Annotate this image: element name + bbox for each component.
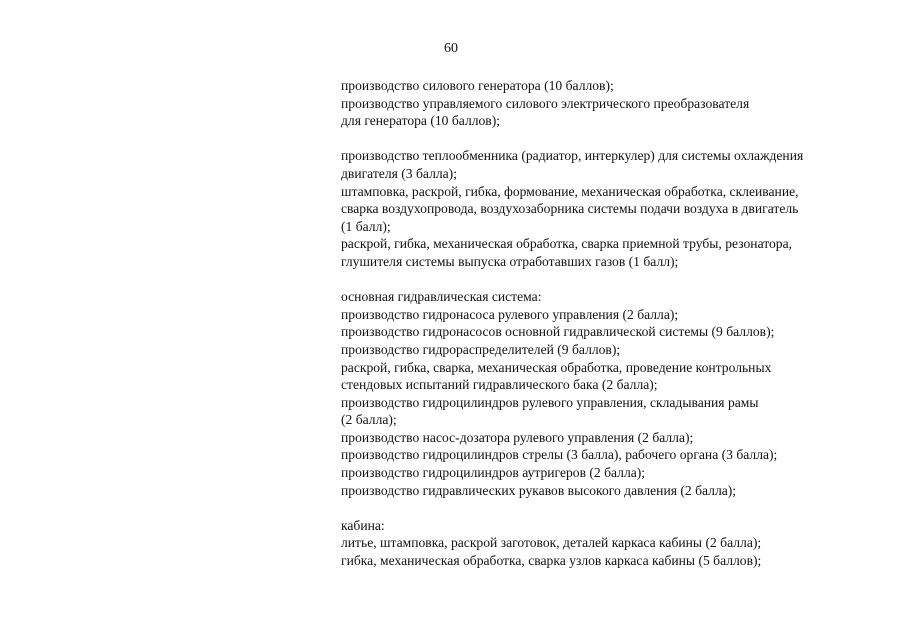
text-line: производство гидронасосов основной гидравлической системы (9 баллов);: [341, 324, 775, 340]
text-line: (1 балл);: [341, 218, 391, 234]
text-line: стендовых испытаний гидравлического бака (2 балла);: [341, 377, 658, 393]
text-line: (2 балла);: [341, 412, 397, 428]
page-number: 60: [444, 41, 458, 56]
section-heading-hydraulics: основная гидравлическая система:: [341, 289, 542, 305]
section-heading-cabin: кабина:: [341, 517, 385, 533]
text-line: производство гидравлических рукавов высокого давления (2 балла);: [341, 482, 737, 498]
text-line: штамповка, раскрой, гибка, формование, механическая обработка, склеивание,: [341, 183, 799, 199]
text-line: производство гидроцилиндров аутригеров (2 балла);: [341, 465, 646, 481]
paragraph-cabin: [341, 517, 881, 570]
paragraph-generator: [341, 77, 881, 130]
paragraph-hydraulic-system: [341, 288, 881, 499]
text-line: производство гидронасоса рулевого управления (2 балла);: [341, 306, 679, 322]
text-line: раскрой, гибка, сварка, механическая обработка, проведение контрольных: [341, 359, 772, 375]
text-line: производство гидроцилиндров рулевого управления, складывания рамы: [341, 394, 759, 410]
text-line: производство управляемого силового электрического преобразователя: [341, 95, 750, 111]
text-line: производство гидроцилиндров стрелы (3 балла), рабочего органа (3 балла);: [341, 447, 778, 463]
text-line: глушителя системы выпуска отработавших газов (1 балл);: [341, 253, 679, 269]
text-line: производство гидрораспределителей (9 баллов);: [341, 341, 621, 357]
text-line: для генератора (10 баллов);: [341, 113, 501, 129]
text-line: гибка, механическая обработка, сварка узлов каркаса кабины (5 баллов);: [341, 553, 762, 569]
text-line: производство теплообменника (радиатор, интеркулер) для системы охлаждения: [341, 148, 804, 164]
text-line: литье, штамповка, раскрой заготовок, деталей каркаса кабины (2 балла);: [341, 535, 762, 551]
text-line: сварка воздухопровода, воздухозаборника системы подачи воздуха в двигатель: [341, 201, 799, 217]
document-body: [341, 77, 881, 570]
text-line: двигателя (3 балла);: [341, 165, 457, 181]
text-line: производство насос-дозатора рулевого управления (2 балла);: [341, 429, 694, 445]
text-line: раскрой, гибка, механическая обработка, сварка приемной трубы, резонатора,: [341, 236, 793, 252]
paragraph-engine-systems: [341, 147, 881, 270]
text-line: производство силового генератора (10 баллов);: [341, 78, 614, 93]
